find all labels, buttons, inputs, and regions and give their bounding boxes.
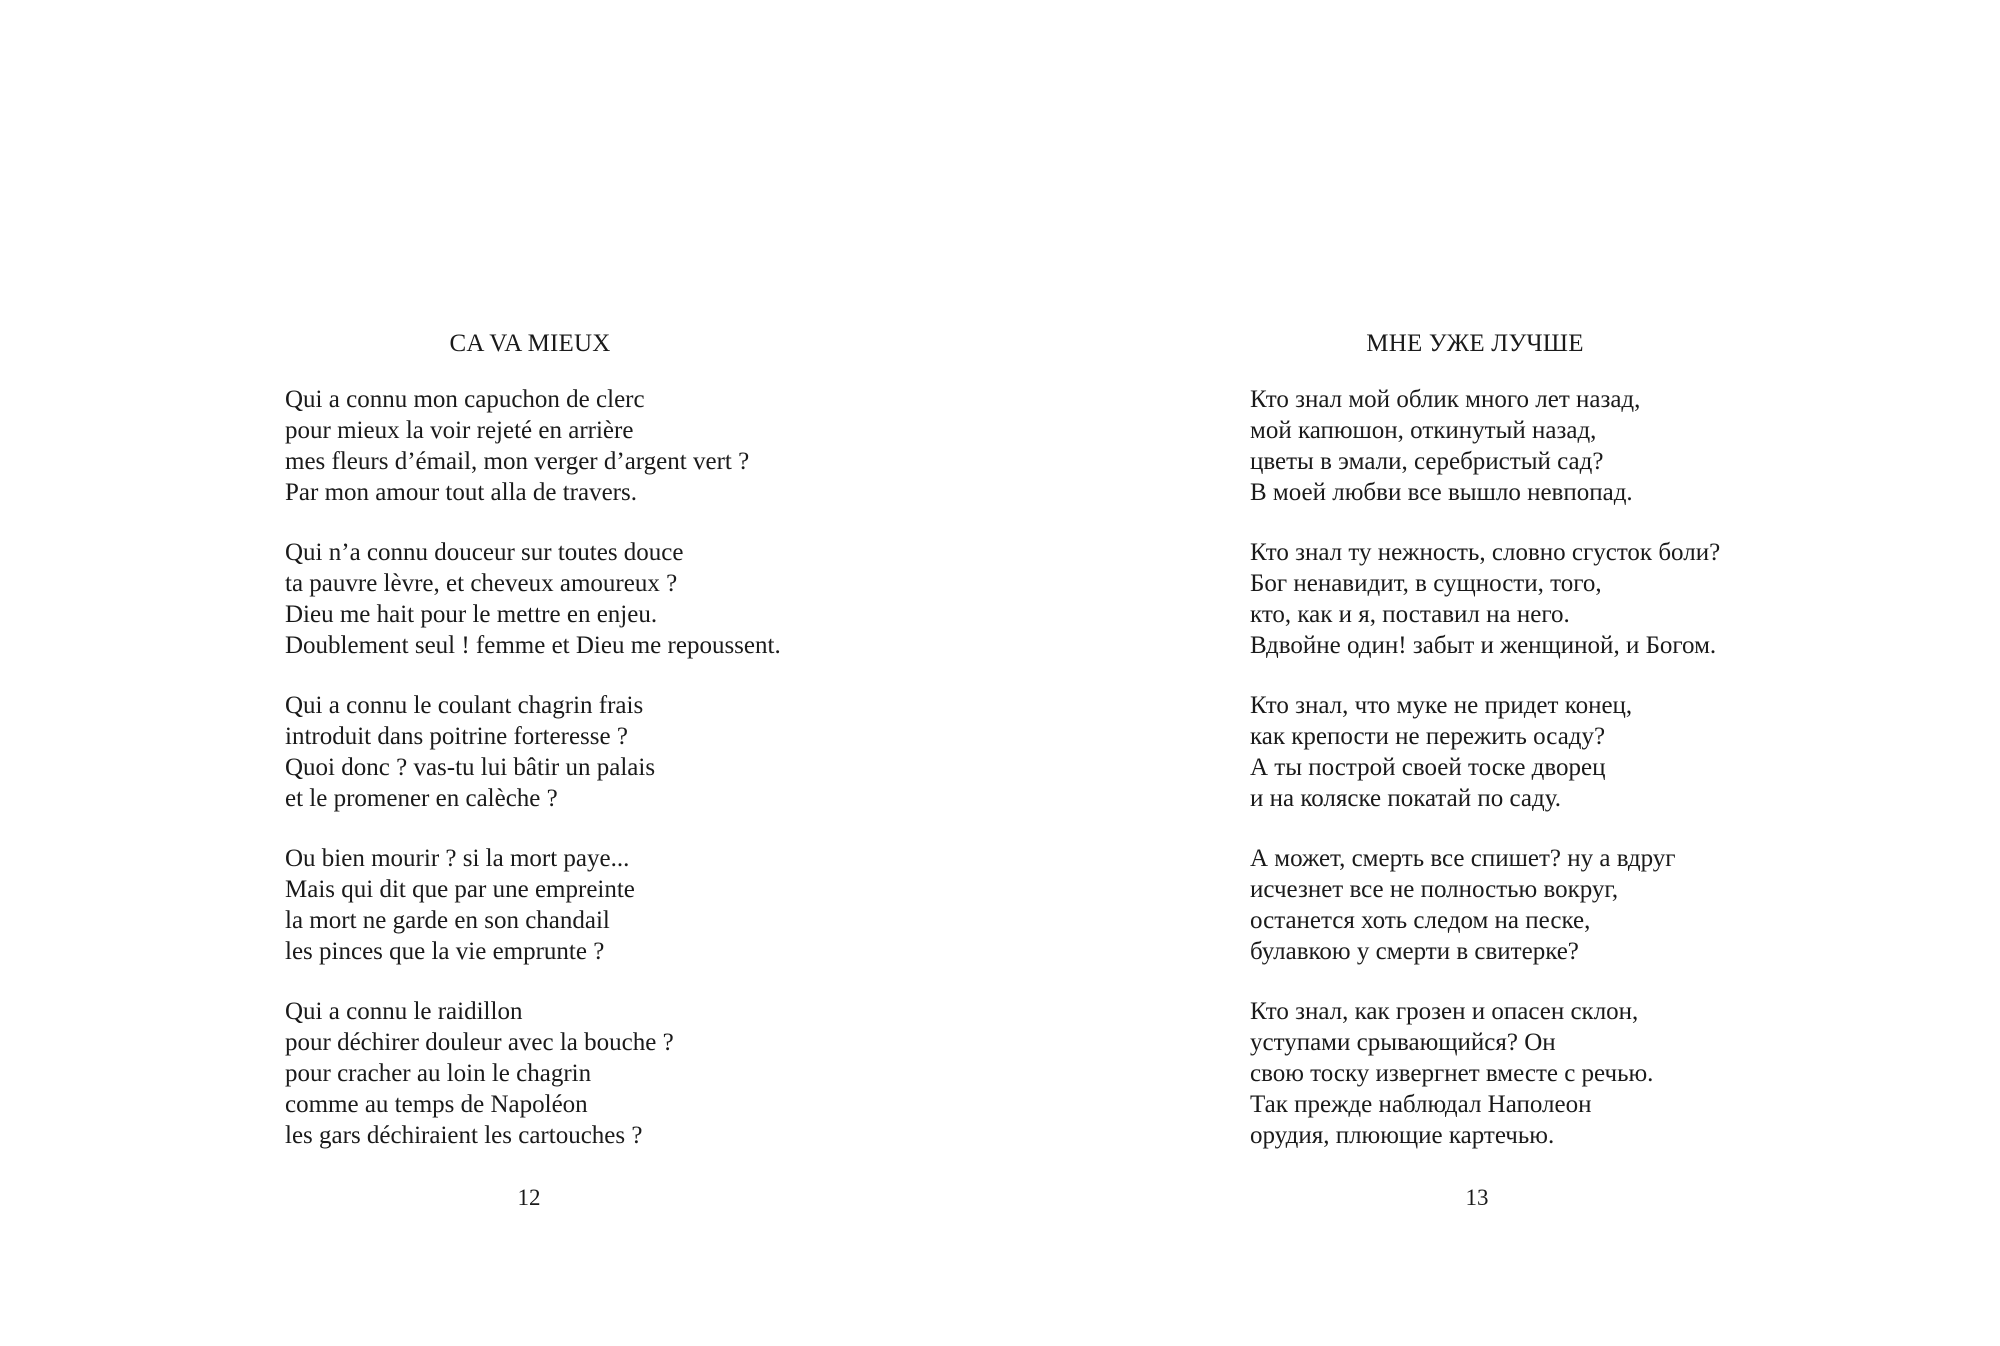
verse-line: останется хоть следом на песке, — [1250, 907, 1591, 934]
verse-line: comme au temps de Napoléon — [285, 1091, 588, 1118]
verse-line: Quoi donc ? vas-tu lui bâtir un palais — [285, 754, 656, 781]
stanza — [1250, 384, 1970, 508]
verse-line: Qui n’a connu douceur sur toutes douce — [285, 539, 684, 566]
verse-line: Вдвойне один! забыт и женщиной, и Богом. — [1250, 632, 1717, 659]
stanza — [285, 843, 1005, 967]
page-number-right: 13 — [1465, 1185, 1489, 1210]
poem-title-russian: МНЕ УЖЕ ЛУЧШЕ — [1366, 330, 1584, 357]
verse-line: les pinces que la vie emprunte ? — [285, 938, 605, 965]
verse-line: исчезнет все не полностью вокруг, — [1250, 876, 1619, 903]
poem-title-french: CA VA MIEUX — [449, 330, 611, 357]
verse-line: кто, как и я, поставил на него. — [1250, 601, 1570, 628]
verse-line: Mais qui dit que par une empreinte — [285, 876, 635, 903]
verse-line: Dieu me hait pour le mettre en enjeu. — [285, 601, 658, 628]
verse-line: Par mon amour tout alla de travers. — [285, 479, 637, 506]
stanza — [285, 537, 1005, 661]
verse-line: Ou bien mourir ? si la mort paye... — [285, 845, 630, 872]
verse-line: Кто знал ту нежность, словно сгусток боли? — [1250, 539, 1721, 566]
stanza — [285, 384, 1005, 508]
stanza — [285, 996, 1005, 1151]
stanza — [285, 690, 1005, 814]
verse-line: цветы в эмали, серебристый сад? — [1250, 448, 1604, 475]
verse-line: la mort ne garde en son chandail — [285, 907, 610, 934]
verse-line: mes fleurs d’émail, mon verger d’argent vert ? — [285, 448, 750, 475]
verse-line: свою тоску извергнет вместе с речью. — [1250, 1060, 1654, 1087]
verse-line: ta pauvre lèvre, et cheveux amoureux ? — [285, 570, 678, 597]
stanza — [1250, 996, 1970, 1151]
poem-body-french — [285, 384, 1005, 1180]
poem-body-russian — [1250, 384, 1970, 1180]
verse-line: et le promener en calèche ? — [285, 785, 558, 812]
right-page — [1000, 0, 2000, 1346]
verse-line: Кто знал, что муке не придет конец, — [1250, 692, 1633, 719]
verse-line: А ты построй своей тоске дворец — [1250, 754, 1606, 781]
verse-line: Бог ненавидит, в сущности, того, — [1250, 570, 1602, 597]
verse-line: и на коляске покатай по саду. — [1250, 785, 1561, 812]
stanza — [1250, 690, 1970, 814]
verse-line: Так прежде наблюдал Наполеон — [1250, 1091, 1592, 1118]
stanza — [1250, 843, 1970, 967]
verse-line: А может, смерть все спишет? ну а вдруг — [1250, 845, 1676, 872]
verse-line: introduit dans poitrine forteresse ? — [285, 723, 628, 750]
verse-line: pour cracher au loin le chagrin — [285, 1060, 592, 1087]
verse-line: орудия, плюющие картечью. — [1250, 1122, 1555, 1149]
verse-line: Qui a connu le coulant chagrin frais — [285, 692, 644, 719]
verse-line: pour mieux la voir rejeté en arrière — [285, 417, 634, 444]
stanza — [1250, 537, 1970, 661]
verse-line: Кто знал мой облик много лет назад, — [1250, 386, 1641, 413]
verse-line: уступами срывающийся? Он — [1250, 1029, 1556, 1056]
verse-line: Qui a connu le raidillon — [285, 998, 523, 1025]
verse-line: les gars déchiraient les cartouches ? — [285, 1122, 643, 1149]
verse-line: мой капюшон, откинутый назад, — [1250, 417, 1597, 444]
verse-line: pour déchirer douleur avec la bouche ? — [285, 1029, 674, 1056]
verse-line: Qui a connu mon capuchon de clerc — [285, 386, 645, 413]
verse-line: как крепости не пережить осаду? — [1250, 723, 1606, 750]
verse-line: булавкою у смерти в свитерке? — [1250, 938, 1579, 965]
page-number-left: 12 — [517, 1185, 541, 1210]
verse-line: Doublement seul ! femme et Dieu me repoussent. — [285, 632, 781, 659]
verse-line: В моей любви все вышло невпопад. — [1250, 479, 1633, 506]
verse-line: Кто знал, как грозен и опасен склон, — [1250, 998, 1639, 1025]
